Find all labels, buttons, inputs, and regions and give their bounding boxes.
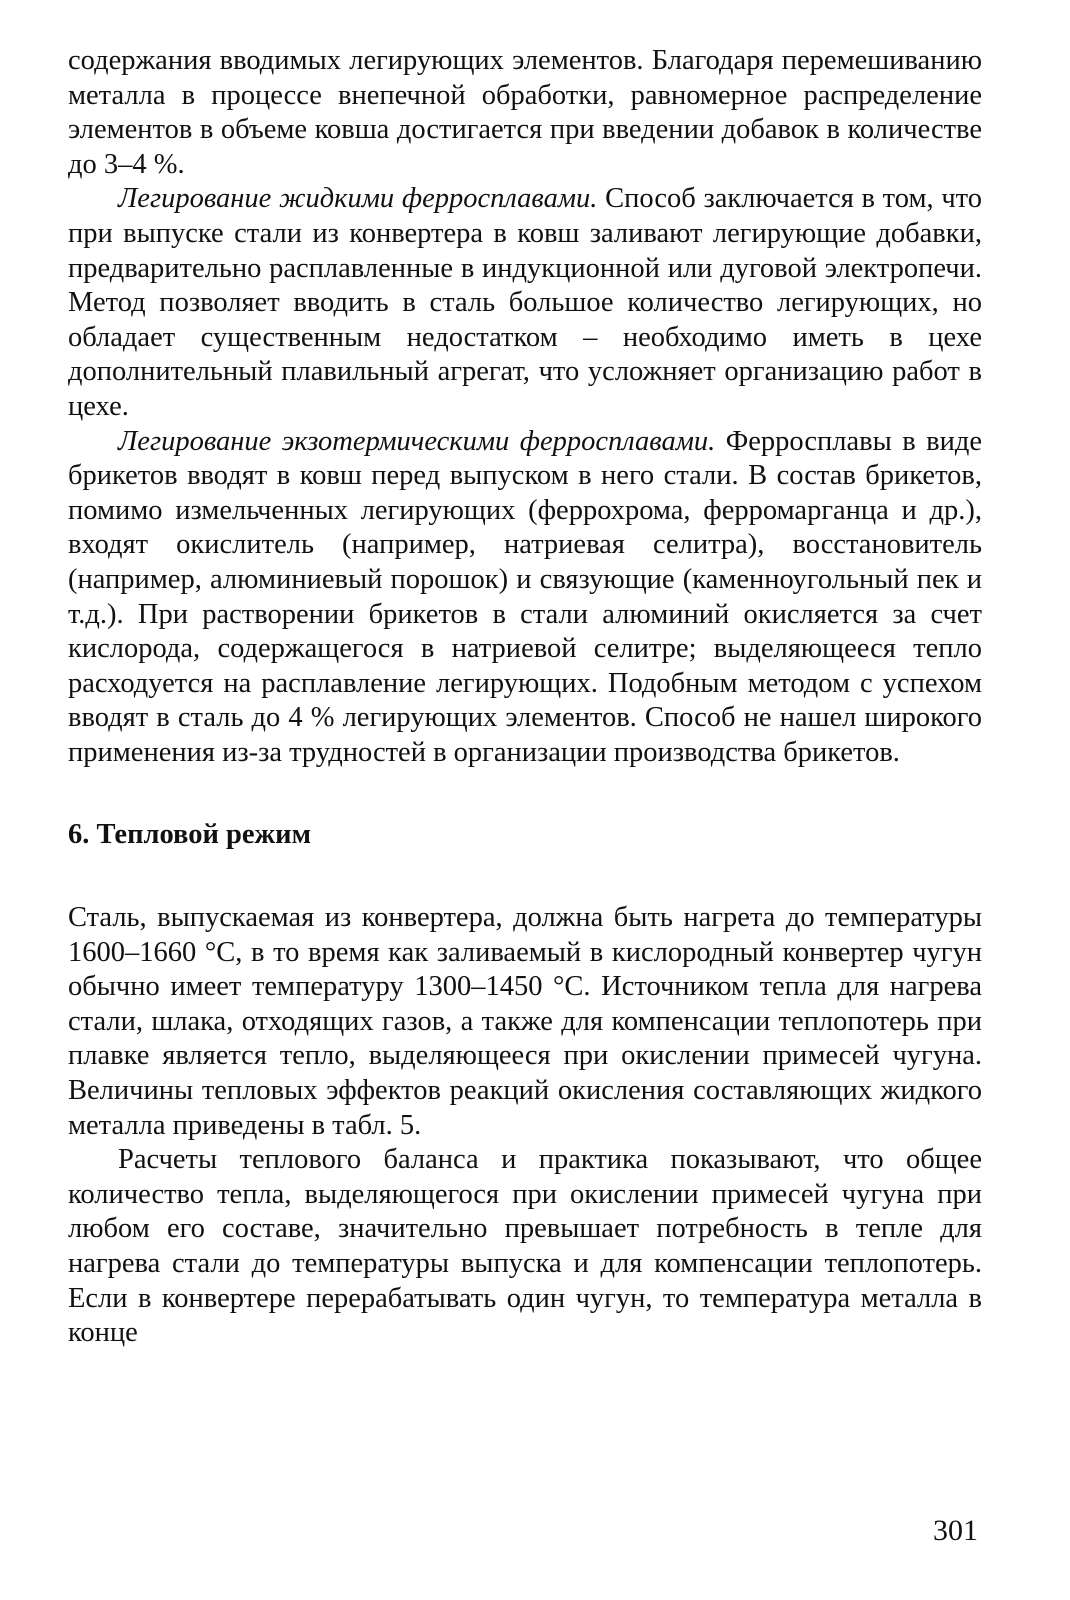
paragraph-body: Способ заключается в том, что при выпуске стали из конвертера в ковш заливают легирующие добавки, предварительно расплавленные в индукционной или дуговой электропечи. Метод позволяет вводить в сталь большое количество легирующих, но обладает существенным недостатком – необходимо иметь в цехе дополнительный плавильный агрегат, что усложняет организацию работ в цехе. <box>68 183 982 422</box>
paragraph-lead-italic: Легирование экзотермическими ферросплавами. <box>118 425 716 457</box>
paragraph-exothermic-ferroalloys <box>68 425 982 771</box>
paragraph-body: Ферросплавы в виде брикетов вводят в ковш перед выпуском в него стали. В состав брикетов, помимо измельченных легирующих (феррохрома, ферромарганца и др.), входят окислитель (например, натриевая селитра), восстановитель (например, алюминиевый порошок) и связующие (каменноугольный пек и т.д.). При растворении брикетов в стали алюминий окисляется за счет кислорода, содержащегося в натриевой селитре; выделяющееся тепло расходуется на расплавление легирующих. Подобным методом с успехом вводят в сталь до 4 % легирующих элементов. Способ не нашел широкого применения из-за трудностей в организации производства брикетов. <box>68 425 983 768</box>
paragraph-steel-temperature: Сталь, выпускаемая из конвертера, должна быть нагрета до температуры 1600–1660 °С, в то время как заливаемый в кислородный конвертер чугун обычно имеет температуру 1300–1450 °С. Источником тепла для нагрева стали, шлака, отходящих газов, а также для компенсации теплопотерь при плавке является тепло, выделяющееся при окислении примесей чугуна. Величины тепловых эффектов реакций окисления составляющих жидкого металла приведены в табл. 5. <box>68 902 982 1141</box>
paragraph-liquid-ferroalloys <box>68 182 982 424</box>
paragraph-continuation: содержания вводимых легирующих элементов. Благодаря перемешиванию металла в процессе внепечной обработки, равномерное распределение элементов в объеме ковша достигается при введении добавок в количестве до 3–4 %. <box>68 45 982 180</box>
paragraph-lead-italic: Легирование жидкими ферросплавами. <box>118 183 598 215</box>
paragraph-heat-balance: Расчеты теплового баланса и практика показывают, что общее количество тепла, выделяющегося при окислении примесей чугуна при любом его составе, значительно превышает потребность в тепле для нагрева стали до температуры выпуска и для компенсации теплопотерь. Если в конвертере перерабатывать один чугун, то температура металла в конце <box>68 1144 982 1349</box>
page-number: 301 <box>933 1514 978 1547</box>
section-heading: 6. Тепловой режим <box>68 819 312 851</box>
